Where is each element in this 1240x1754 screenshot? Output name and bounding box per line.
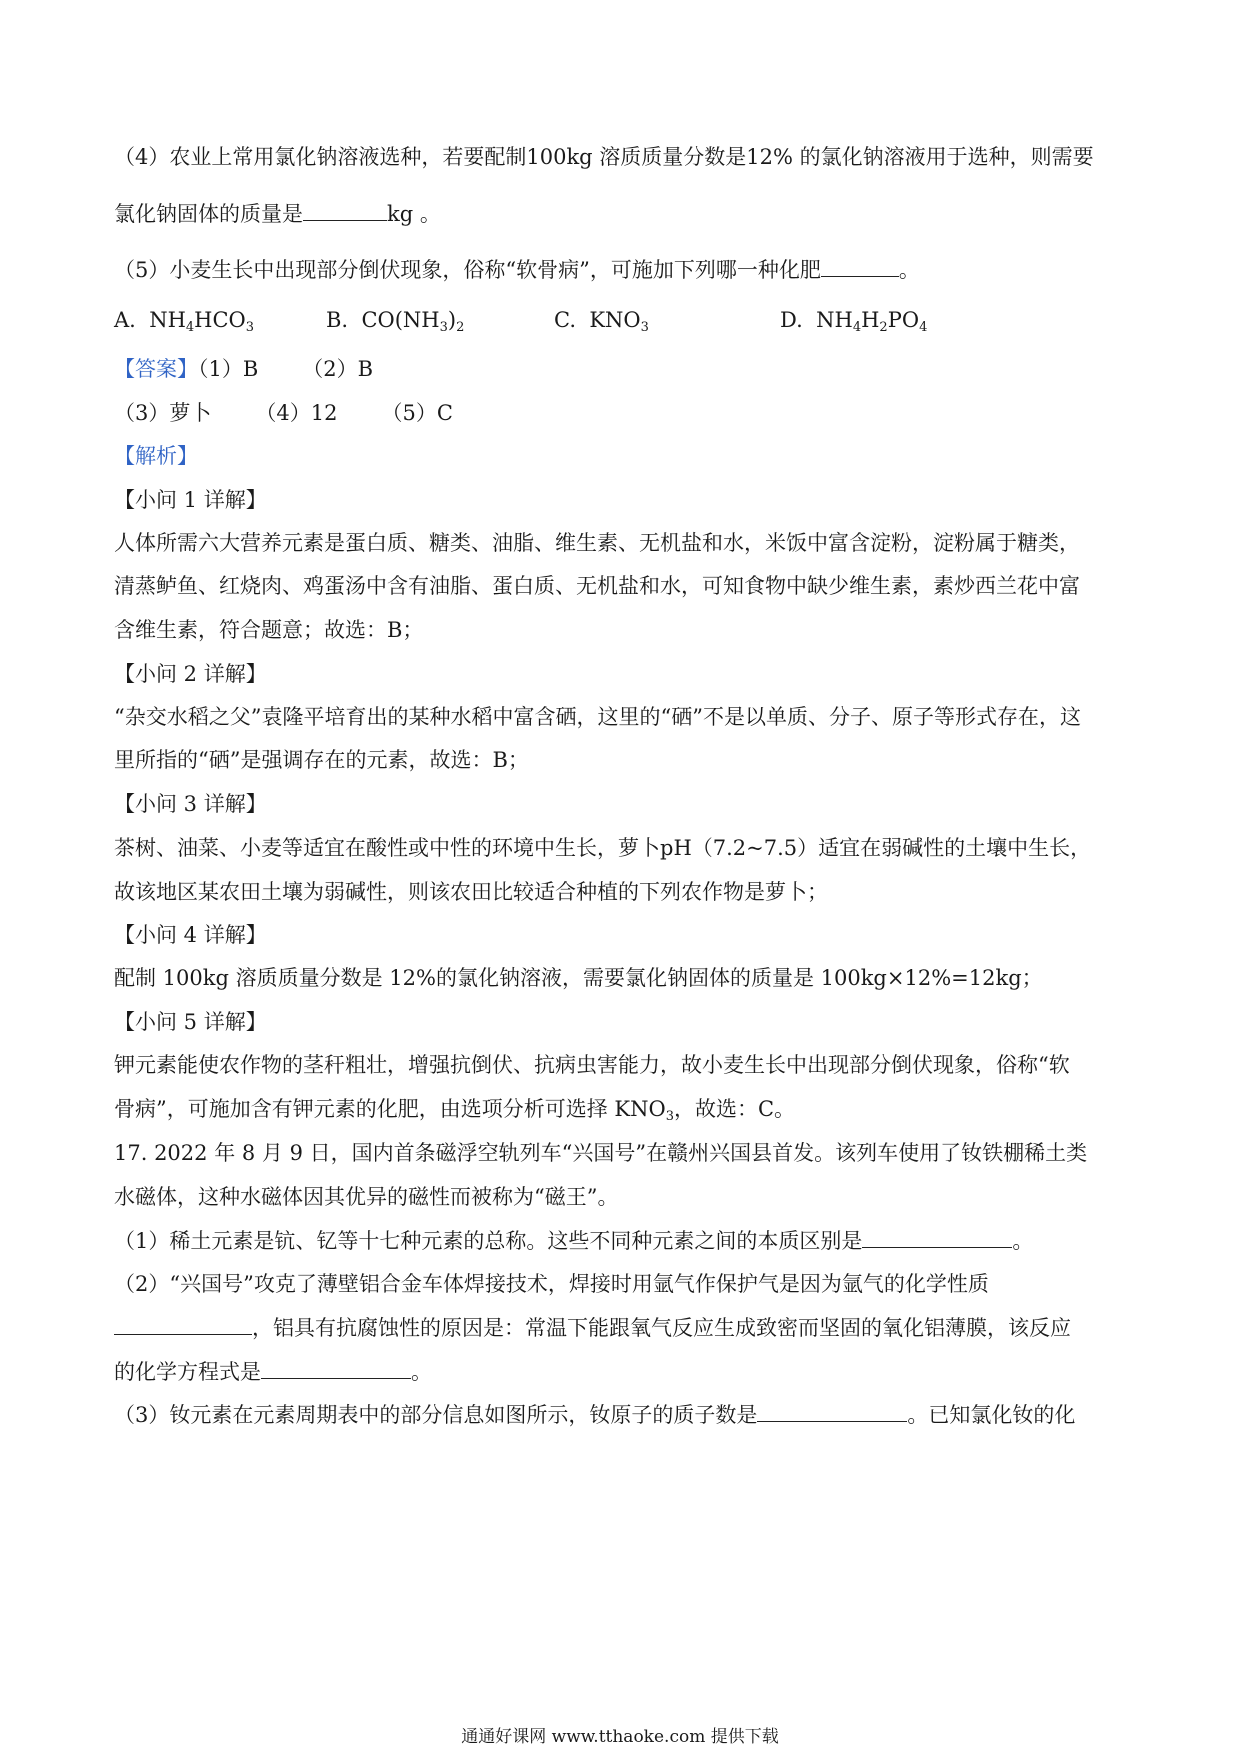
q17-part2-line-1: （2）“兴国号”攻克了薄壁铝合金车体焊接技术，焊接时用氩气作保护气是因为氩气的化学性质 <box>114 1272 989 1296</box>
q4-text-2: 氯化钠固体的质量是 <box>114 202 303 226</box>
q17-part2-blank-1 <box>114 1312 252 1335</box>
sub1-heading: 【小问 1 详解】 <box>114 488 267 512</box>
q17-part1-text: （1）稀土元素是钪、钇等十七种元素的总称。这些不同种元素之间的本质区别是 <box>114 1229 863 1253</box>
option-a-label: A. <box>114 308 136 332</box>
q17-part1-blank <box>862 1225 1012 1248</box>
option-c-label: C. <box>554 308 576 332</box>
q17-part1 <box>114 1225 1126 1256</box>
sub3-line-1: 茶树、油菜、小麦等适宜在酸性或中性的环境中生长，萝卜pH（7.2~7.5）适宜在弱碱性的土壤中生长， <box>114 836 1092 860</box>
answer-line-1 <box>114 354 1126 384</box>
q17-part2-text-3: 的化学方程式是 <box>114 1360 261 1384</box>
option-b-label: B. <box>326 308 349 332</box>
option-b: B. $CO(NH_3)_2$ <box>326 308 465 335</box>
q17-line-1: 17. 2022 年 8 月 9 日，国内首条磁浮空轨列车“兴国号”在赣州兴国县首发。该列车使用了钕铁棚稀土类 <box>114 1141 1088 1165</box>
sub3-heading: 【小问 3 详解】 <box>114 792 267 816</box>
q5-stem <box>114 254 1126 285</box>
sub5-heading: 【小问 5 详解】 <box>114 1010 267 1034</box>
answer-4: （4）12 <box>255 401 338 425</box>
answer-1: （1）B <box>198 357 259 381</box>
q17-part2-blank-2 <box>261 1356 411 1379</box>
sub4-line-1: 配制 100kg 溶质质量分数是 12%的氯化钠溶液，需要氯化钠固体的质量是 100kg×12%=12kg； <box>114 966 1043 990</box>
q4-line-1 <box>114 142 1126 172</box>
q17-part1-end: 。 <box>1012 1229 1034 1253</box>
sub2-line-2: 里所指的“硒”是强调存在的元素，故选：B； <box>114 748 529 772</box>
q17-part2-line-2 <box>114 1312 1126 1343</box>
sub2-line-1: “杂交水稻之父”袁隆平培育出的某种水稻中富含硒，这里的“硒”不是以单质、分子、原子等形式存在，这 <box>114 705 1081 729</box>
q4-line-2 <box>114 198 1126 229</box>
q17-part2-line-3 <box>114 1356 1126 1387</box>
sub5-tail: ，故选：C。 <box>673 1097 796 1121</box>
answer-line-2 <box>114 398 1126 428</box>
q5-text: （5）小麦生长中出现部分倒伏现象，俗称“软骨病”，可施加下列哪一种化肥 <box>114 258 821 282</box>
q17-part3-text: （3）钕元素在元素周期表中的部分信息如图所示，钕原子的质子数是 <box>114 1403 758 1427</box>
q17-part2-end: 。 <box>411 1360 432 1384</box>
option-d-label: D. <box>780 308 803 332</box>
sub5-subscript: 3 <box>665 1109 674 1124</box>
sub1-line-2: 清蒸鲈鱼、红烧肉、鸡蛋汤中含有油脂、蛋白质、无机盐和水，可知食物中缺少维生素，素炒西兰花中富 <box>114 574 1080 598</box>
analysis-tag: 【解析】 <box>114 444 198 468</box>
q5-options <box>114 305 1126 339</box>
analysis-tag-line <box>114 441 1126 471</box>
q4-answer-blank <box>303 198 387 221</box>
q17-part3-blank <box>757 1399 907 1422</box>
q5-answer-blank <box>821 254 899 277</box>
option-d: D. $NH_4H_2PO_4$ <box>780 308 928 335</box>
sub1-line-1: 人体所需六大营养元素是蛋白质、糖类、油脂、维生素、无机盐和水，米饭中富含淀粉，淀粉属于糖类， <box>114 531 1080 555</box>
page-footer: 通通好课网 www.tthaoke.com 提供下载 <box>461 1727 779 1747</box>
sub5-line-1: 钾元素能使农作物的茎秆粗壮，增强抗倒伏、抗病虫害能力，故小麦生长中出现部分倒伏现象，俗称“软 <box>114 1053 1070 1077</box>
sub4-heading: 【小问 4 详解】 <box>114 923 267 947</box>
answer-5: （5）C <box>381 401 453 425</box>
sub5-text: 骨病”，可施加含有钾元素的化肥，由选项分析可选择 KNO <box>114 1097 666 1121</box>
q17-line-2: 水磁体，这种水磁体因其优异的磁性而被称为“磁王”。 <box>114 1185 619 1209</box>
option-a: A. $NH_4HCO_3$ <box>114 308 255 335</box>
answer-2: （2）B <box>302 357 374 381</box>
q5-period: 。 <box>898 258 920 282</box>
q17-part3-tail: 。已知氯化钕的化 <box>907 1403 1076 1427</box>
q4-text-1: （4）农业上常用氯化钠溶液选种，若要配制100kg 溶质质量分数是12% 的氯化钠溶液用于选种，则需要 <box>114 145 1094 169</box>
sub3-line-2: 故该地区某农田土壤为弱碱性，则该农田比较适合种植的下列农作物是萝卜； <box>114 880 828 904</box>
answer-3: （3）萝卜 <box>114 401 212 425</box>
q17-part2-text-2: ，铝具有抗腐蚀性的原因是：常温下能跟氧气反应生成致密而坚固的氧化铝薄膜，该反应 <box>252 1316 1071 1340</box>
sub2-heading: 【小问 2 详解】 <box>114 662 267 686</box>
q4-unit: kg 。 <box>387 202 441 226</box>
sub1-line-3: 含维生素，符合题意；故选：B； <box>114 618 424 642</box>
option-c: C. $KNO_3$ <box>554 308 649 335</box>
q17-part3 <box>114 1399 1126 1430</box>
sub5-line-2 <box>114 1094 1126 1124</box>
answer-tag: 【答案】 <box>114 357 198 381</box>
